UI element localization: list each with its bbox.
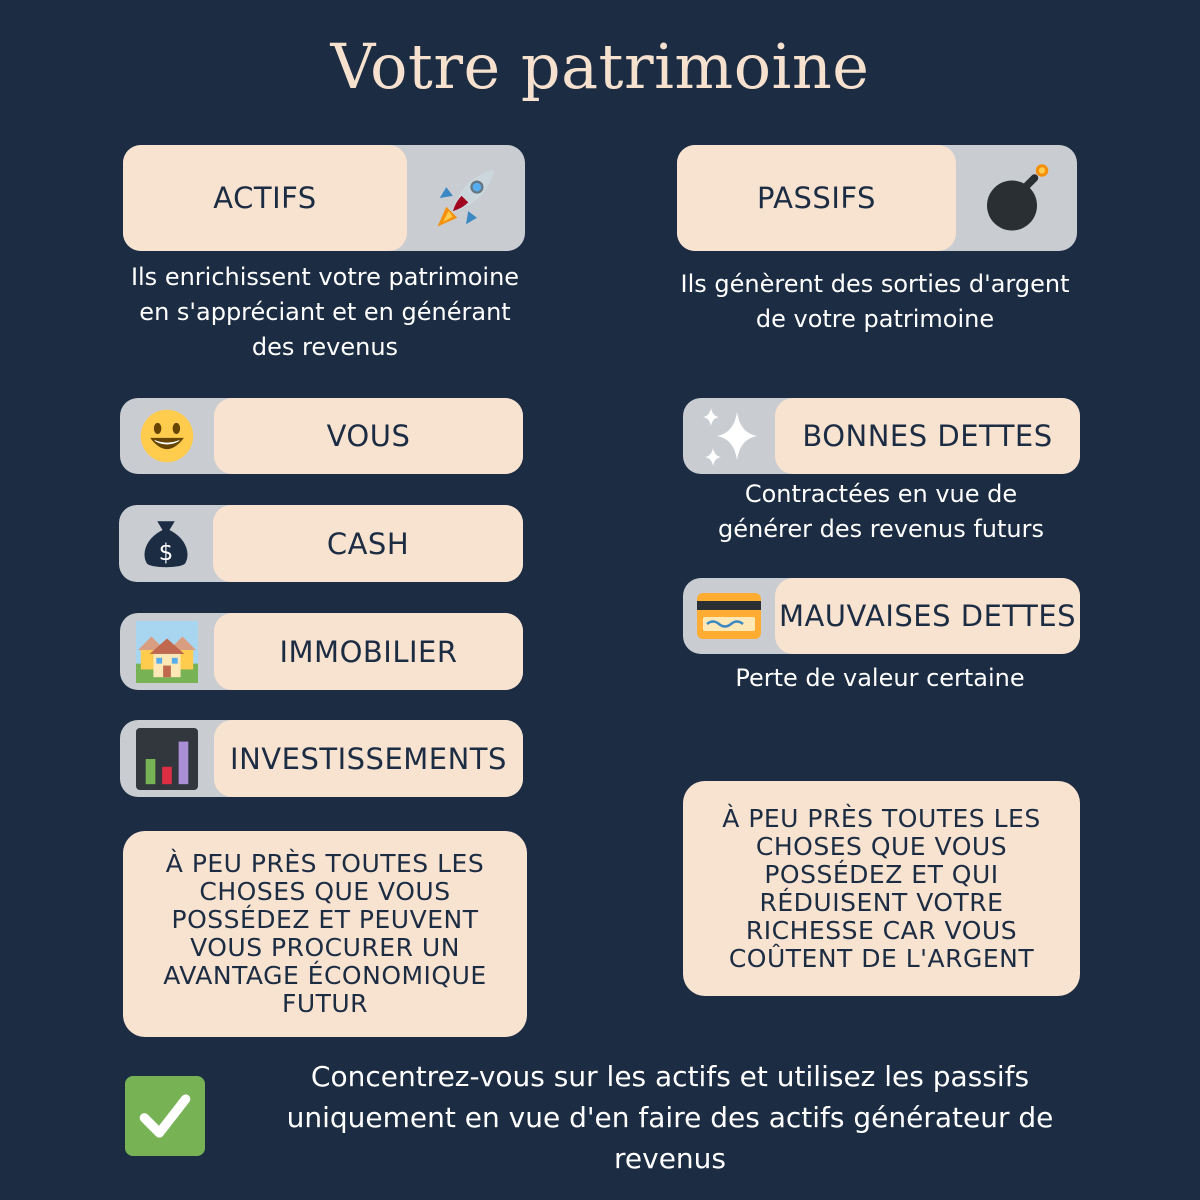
bar-chart-icon (120, 720, 214, 797)
actif-item-investissements (120, 720, 523, 797)
rocket-icon (407, 145, 525, 251)
houses-icon (120, 613, 214, 690)
actif-label-investissements: INVESTISSEMENTS (214, 720, 523, 797)
passifs-description: Ils génèrent des sorties d'argent de votre patrimoine (680, 270, 1070, 333)
passif-item-mauvaises-dettes (683, 578, 1080, 654)
actif-label-vous: VOUS (214, 398, 523, 474)
passifs-label: PASSIFS (677, 145, 956, 251)
money-bag-icon (119, 505, 213, 582)
smiley-icon (120, 398, 214, 474)
bonnes-dettes-description: Contractées en vue de générer des revenus futurs (718, 480, 1044, 543)
page-title: Votre patrimoine (330, 30, 870, 103)
footer-text: Concentrez-vous sur les actifs et utilisez les passifs uniquement en vue d'en faire des actifs générateur de revenus (286, 1060, 1054, 1175)
bomb-icon (956, 145, 1077, 251)
actif-item-cash (119, 505, 523, 582)
actif-label-cash: CASH (213, 505, 523, 582)
credit-card-icon (683, 578, 775, 654)
mauvaises-dettes-description: Perte de valeur certaine (735, 664, 1025, 692)
passif-item-bonnes-dettes (683, 398, 1080, 474)
actifs-card: À PEU PRÈS TOUTES LES CHOSES QUE VOUS POSSÉDEZ ET PEUVENT VOUS PROCURER UN AVANTAGE ÉCONOMIQUE FUTUR (123, 831, 527, 1037)
actifs-label: ACTIFS (123, 145, 407, 251)
passifs-card: À PEU PRÈS TOUTES LES CHOSES QUE VOUS POSSÉDEZ ET QUI RÉDUISENT VOTRE RICHESSE CAR VOUS COÛTENT DE L'ARGENT (683, 781, 1080, 996)
passif-label-bonnes-dettes: BONNES DETTES (775, 398, 1080, 474)
actif-item-immobilier (120, 613, 523, 690)
passif-label-mauvaises-dettes: MAUVAISES DETTES (775, 578, 1080, 654)
svg-text:$: $ (158, 539, 174, 566)
actifs-header (123, 145, 525, 251)
actif-label-immobilier: IMMOBILIER (214, 613, 523, 690)
check-mark-icon (125, 1076, 205, 1156)
sparkles-icon (683, 398, 775, 474)
actifs-description: Ils enrichissent votre patrimoine en s'appréciant et en générant des revenus (130, 263, 520, 361)
actif-item-vous (120, 398, 523, 474)
passifs-header (677, 145, 1077, 251)
